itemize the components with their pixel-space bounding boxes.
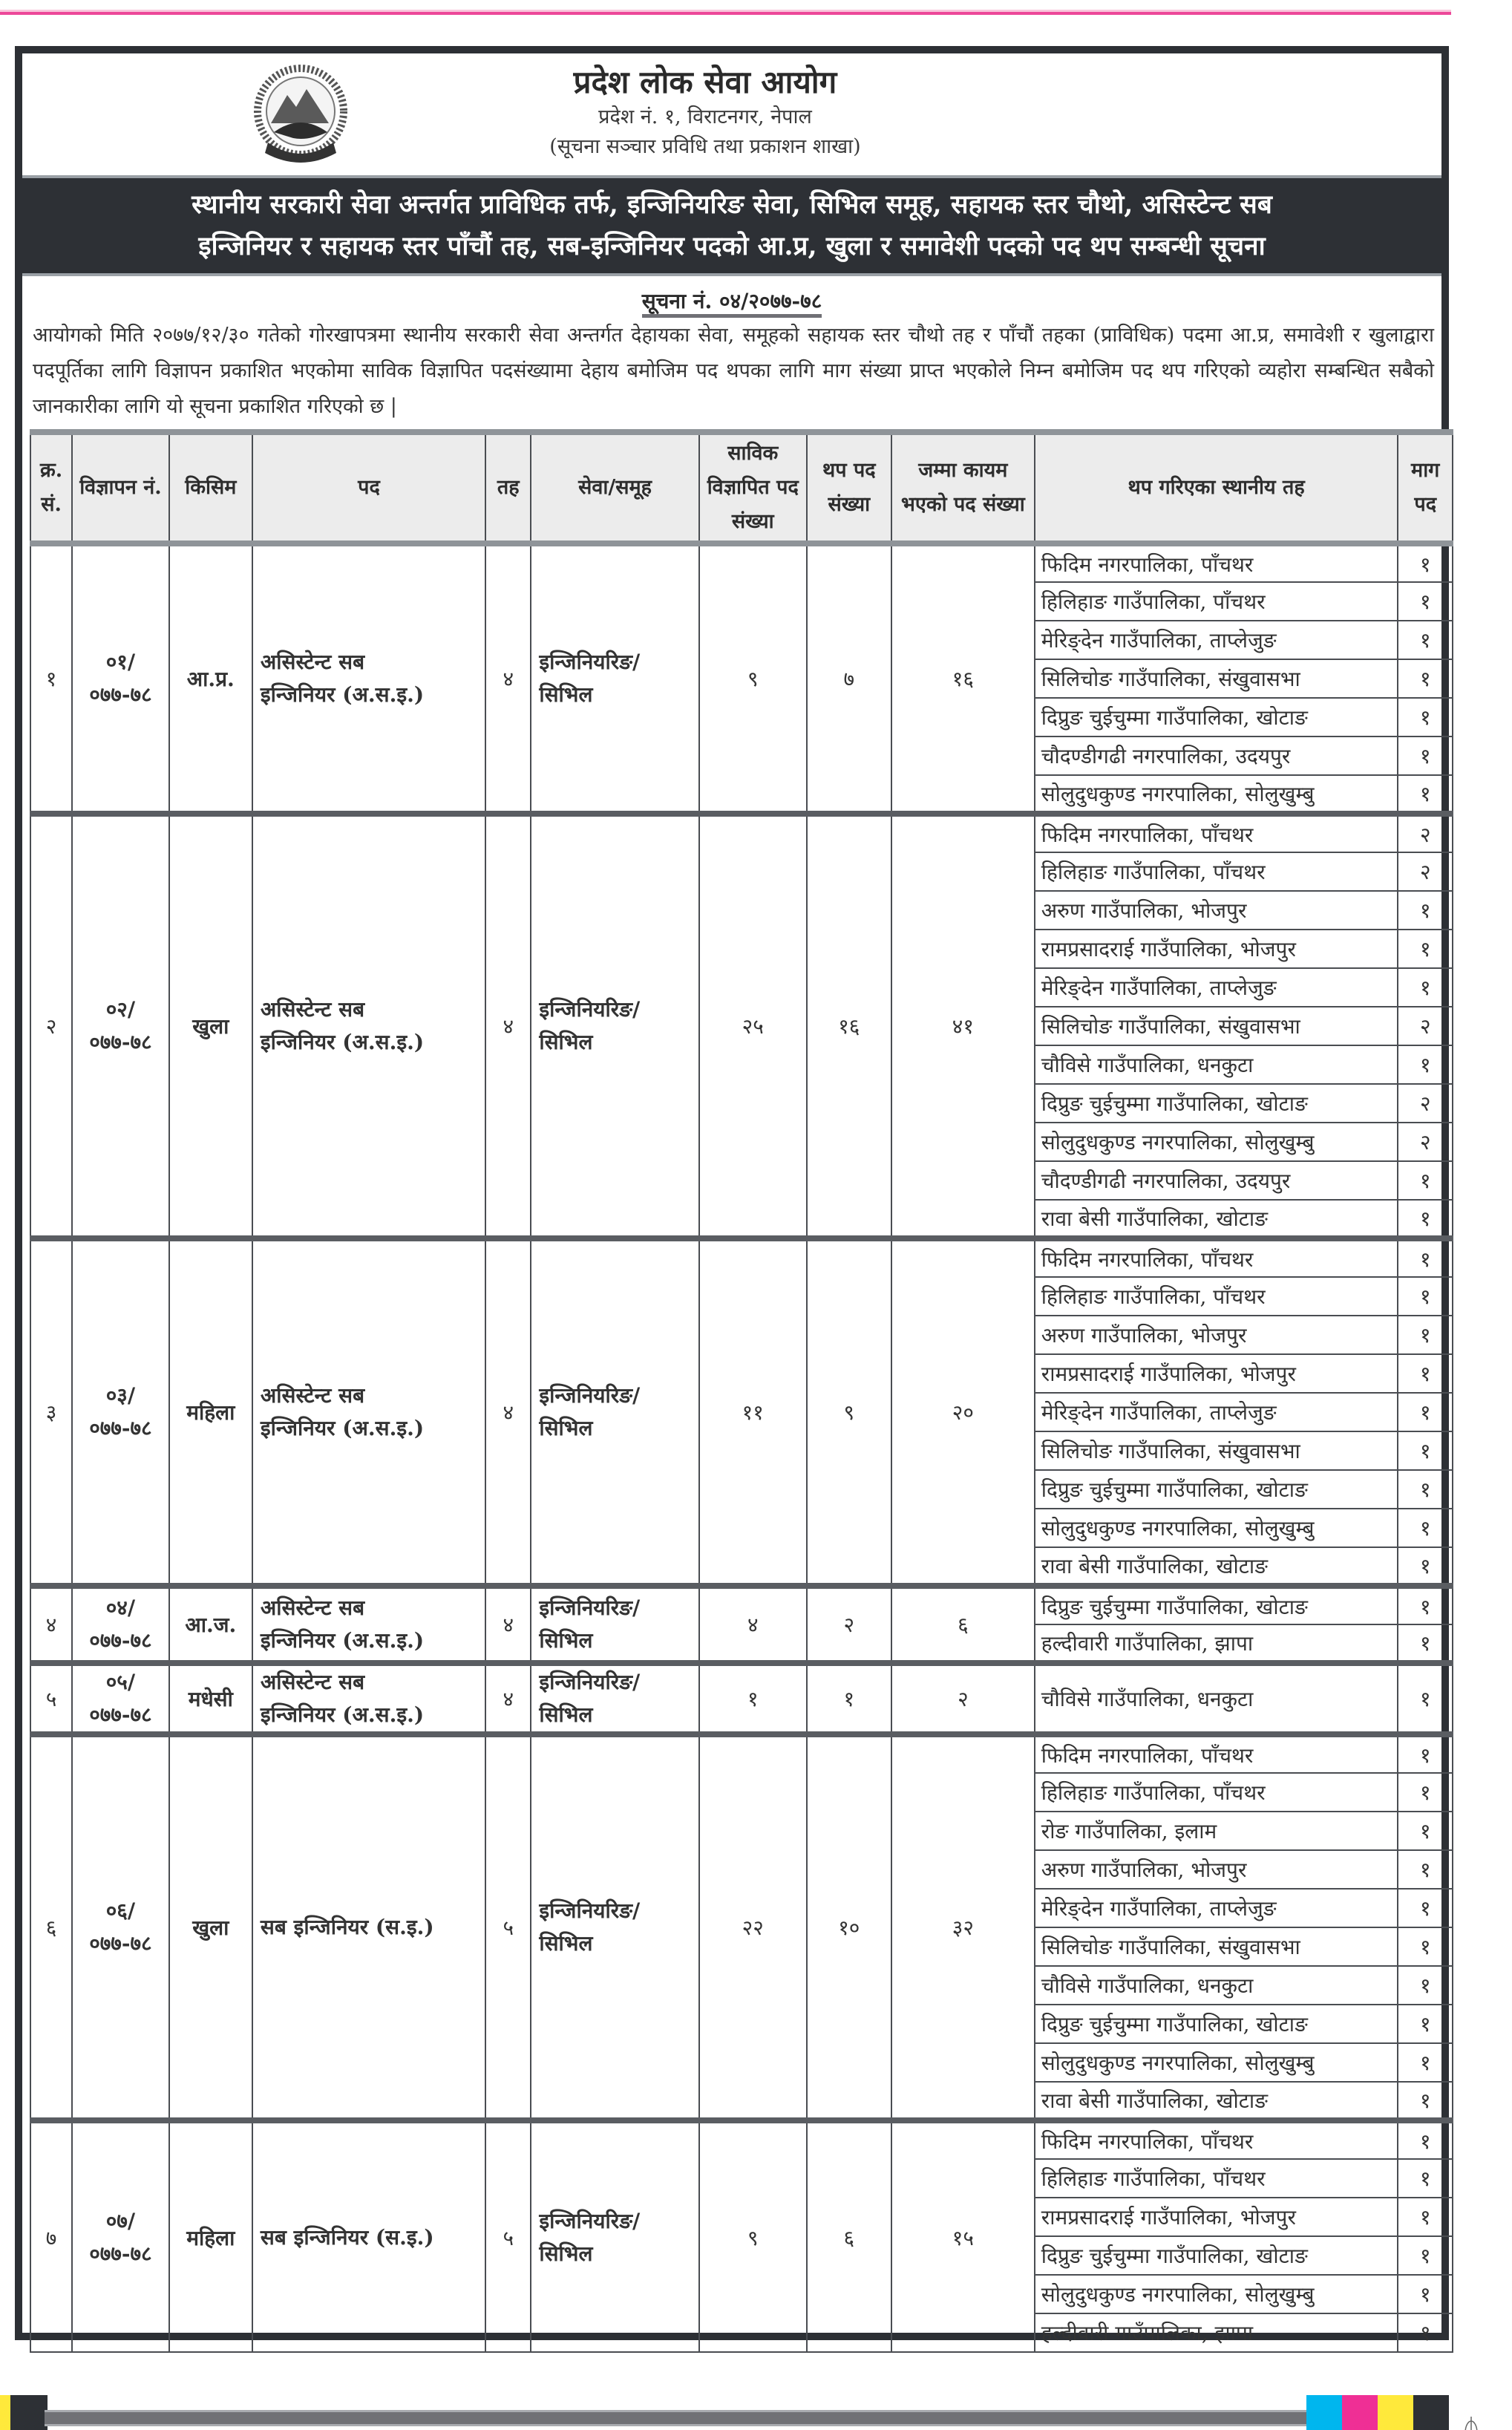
header-ad-no: विज्ञापन नं. — [72, 432, 169, 543]
cell-demand: १ — [1398, 621, 1453, 659]
organization-branch: (सूचना सञ्चार प्रविधि तथा प्रकाशन शाखा) — [549, 135, 861, 158]
ad-no-part2: ०७७-७८ — [89, 1416, 152, 1440]
table-row — [30, 1238, 1453, 1277]
cell-level — [485, 543, 531, 814]
header-post: पद — [252, 432, 485, 543]
cell-sn — [30, 1734, 72, 2120]
added-posts-value: २ — [843, 1613, 855, 1637]
cell-ad-no — [72, 543, 169, 814]
cell-post — [252, 543, 485, 814]
table-row — [30, 1663, 1453, 1734]
swatch-yellow — [1378, 2395, 1413, 2430]
cell-demand: १ — [1398, 1773, 1453, 1812]
cell-demand: २ — [1398, 814, 1453, 852]
cell-post — [252, 1734, 485, 2120]
type-value: खुला — [192, 1014, 229, 1039]
ad-no-part2: ०७७-७८ — [89, 2241, 152, 2266]
level-value: ४ — [503, 1687, 514, 1711]
cell-local-level: सिलिचोङ गाउँपालिका, संखुवासभा — [1035, 1927, 1398, 1966]
cell-post — [252, 814, 485, 1238]
header-added-posts: थप पद संख्या — [807, 432, 891, 543]
cell-demand: २ — [1398, 1123, 1453, 1161]
cell-prev-posts — [699, 1586, 807, 1663]
emblem-of-nepal-icon — [249, 61, 353, 171]
notice-frame — [15, 46, 1449, 2345]
prev-posts-value: ९ — [747, 2225, 759, 2250]
cell-type — [169, 543, 252, 814]
posts-table-body — [30, 543, 1453, 2352]
service-line1: इन्जिनियरिङ/ — [539, 1595, 641, 1620]
banner-line-2: इन्जिनियर र सहायक स्तर पाँचौं तह, सब-इन्जिनियर पदको आ.प्र, खुला र समावेशी पदको पद थप सम्बन्धी सूचना — [198, 231, 1266, 261]
cell-demand: १ — [1398, 1277, 1453, 1316]
cell-local-level: फिदिम नगरपालिका, पाँचथर — [1035, 814, 1398, 852]
cell-local-level: हल्दीवारी गाउँपालिका, झापा — [1035, 1624, 1398, 1663]
cell-total-posts — [891, 543, 1035, 814]
cell-demand: १ — [1398, 775, 1453, 814]
notice-number — [22, 288, 1441, 315]
cell-local-level: दिप्रुङ चुईचुम्मा गाउँपालिका, खोटाङ — [1035, 1586, 1398, 1624]
prev-posts-value: ११ — [742, 1400, 764, 1425]
ad-no-part2: ०७७-७८ — [89, 682, 152, 707]
organization-block — [438, 62, 972, 162]
cell-local-level: सोलुदुधकुण्ड नगरपालिका, सोलुखुम्बु — [1035, 1123, 1398, 1161]
cell-level — [485, 2120, 531, 2352]
post-line1: असिस्टेन्ट सब — [260, 997, 365, 1022]
cell-type — [169, 2120, 252, 2352]
cell-demand: १ — [1398, 891, 1453, 930]
cell-local-level: दिप्रुङ चुईचुम्मा गाउँपालिका, खोटाङ — [1035, 2236, 1398, 2275]
sn-value: ४ — [45, 1613, 57, 1637]
cell-local-level: दिप्रुङ चुईचुम्मा गाउँपालिका, खोटाङ — [1035, 2005, 1398, 2043]
cell-local-level: दिप्रुङ चुईचुम्मा गाउँपालिका, खोटाङ — [1035, 1470, 1398, 1509]
cell-type — [169, 1586, 252, 1663]
cell-prev-posts — [699, 2120, 807, 2352]
cell-demand: १ — [1398, 1624, 1453, 1663]
header-sn: क्र. सं. — [30, 432, 72, 543]
cell-service — [531, 543, 698, 814]
cell-demand: १ — [1398, 1431, 1453, 1470]
service-line1: इन्जिनियरिङ/ — [539, 650, 641, 674]
cell-demand: १ — [1398, 698, 1453, 736]
service-line1: इन्जिनियरिङ/ — [539, 1898, 641, 1923]
cell-demand: १ — [1398, 2198, 1453, 2236]
cell-local-level: दिप्रुङ चुईचुम्मा गाउँपालिका, खोटाङ — [1035, 698, 1398, 736]
total-posts-value: २ — [958, 1687, 969, 1711]
sn-value: ३ — [45, 1400, 57, 1425]
cell-local-level: हिलिहाङ गाउँपालिका, पाँचथर — [1035, 852, 1398, 891]
cell-demand: १ — [1398, 968, 1453, 1007]
cell-added-posts — [807, 543, 891, 814]
masthead — [22, 53, 1441, 178]
cell-total-posts — [891, 1734, 1035, 2120]
cell-sn — [30, 1238, 72, 1586]
cell-added-posts — [807, 1663, 891, 1734]
banner-line-1: स्थानीय सरकारी सेवा अन्तर्गत प्राविधिक तर्फ, इन्जिनियरिङ सेवा, सिभिल समूह, सहायक स्तर चौथो, असिस्टेन्ट सब — [192, 189, 1272, 220]
service-line2: सिभिल — [539, 682, 593, 707]
cell-demand: १ — [1398, 2313, 1453, 2352]
cell-demand: १ — [1398, 582, 1453, 621]
ad-no-part2: ०७७-७८ — [89, 1702, 152, 1727]
cell-added-posts — [807, 2120, 891, 2352]
sn-value: ५ — [45, 1687, 57, 1711]
cell-ad-no — [72, 1734, 169, 2120]
cell-service — [531, 814, 698, 1238]
cell-service — [531, 1238, 698, 1586]
organization-name: प्रदेश लोक सेवा आयोग — [573, 64, 837, 100]
prev-posts-value: ९ — [747, 667, 759, 691]
cell-local-level: सोलुदुधकुण्ड नगरपालिका, सोलुखुम्बु — [1035, 2275, 1398, 2313]
service-line2: सिभिल — [539, 1702, 593, 1727]
cell-total-posts — [891, 1238, 1035, 1586]
cell-local-level: अरुण गाउँपालिका, भोजपुर — [1035, 1316, 1398, 1354]
top-pink-rule — [0, 12, 1451, 15]
sn-value: १ — [45, 667, 57, 691]
ad-no-part1: ०३/ — [105, 1383, 136, 1408]
cell-demand: १ — [1398, 1316, 1453, 1354]
post-line1: सब इन्जिनियर (स.इ.) — [260, 1915, 434, 1939]
cell-local-level: सोलुदुधकुण्ड नगरपालिका, सोलुखुम्बु — [1035, 1509, 1398, 1547]
notice-title-banner — [22, 178, 1441, 276]
cell-local-level: मेरिङ्देन गाउँपालिका, ताप्लेजुङ — [1035, 968, 1398, 1007]
service-line2: सिभिल — [539, 1931, 593, 1956]
added-posts-value: १ — [843, 1687, 855, 1711]
service-line2: सिभिल — [539, 2241, 593, 2266]
cell-demand: १ — [1398, 2159, 1453, 2198]
cell-local-level: रावा बेसी गाउँपालिका, खोटाङ — [1035, 1547, 1398, 1586]
swatch-yellow-left — [0, 2395, 10, 2430]
cell-demand: १ — [1398, 2082, 1453, 2120]
post-line2: इन्जिनियर (अ.स.इ.) — [260, 1702, 425, 1727]
cell-added-posts — [807, 1734, 891, 2120]
cell-demand: १ — [1398, 1393, 1453, 1431]
cell-demand: १ — [1398, 543, 1453, 582]
cell-demand: १ — [1398, 2005, 1453, 2043]
post-line2: इन्जिनियर (अ.स.इ.) — [260, 1030, 425, 1054]
cell-demand: १ — [1398, 1586, 1453, 1624]
cell-type — [169, 1663, 252, 1734]
cell-demand: २ — [1398, 852, 1453, 891]
header-level: तह — [485, 432, 531, 543]
cell-local-level: सिलिचोङ गाउँपालिका, संखुवासभा — [1035, 659, 1398, 698]
level-value: ४ — [503, 1613, 514, 1637]
table-row — [30, 1586, 1453, 1624]
added-posts-value: ७ — [843, 667, 855, 691]
cell-post — [252, 1663, 485, 1734]
level-value: ५ — [503, 1915, 514, 1940]
cell-type — [169, 814, 252, 1238]
service-line1: इन्जिनियरिङ/ — [539, 1670, 641, 1694]
total-posts-value: ६ — [958, 1613, 969, 1637]
ad-no-part1: ०२/ — [105, 997, 136, 1022]
cell-local-level: हिलिहाङ गाउँपालिका, पाँचथर — [1035, 582, 1398, 621]
prev-posts-value: २२ — [742, 1915, 764, 1940]
cell-demand: १ — [1398, 930, 1453, 968]
cell-local-level: रामप्रसादराई गाउँपालिका, भोजपुर — [1035, 1354, 1398, 1393]
cell-local-level: मेरिङ्देन गाउँपालिका, ताप्लेजुङ — [1035, 1889, 1398, 1927]
cell-ad-no — [72, 1238, 169, 1586]
cell-demand: १ — [1398, 2120, 1453, 2159]
ad-no-part1: ०५/ — [105, 1670, 136, 1694]
cell-demand: १ — [1398, 1663, 1453, 1734]
header-prev-posts: साविक विज्ञापित पद संख्या — [699, 432, 807, 543]
organization-address: प्रदेश नं. १, विराटनगर, नेपाल — [598, 105, 812, 128]
cell-demand: १ — [1398, 1734, 1453, 1773]
ad-no-part2: ०७७-७८ — [89, 1931, 152, 1956]
cell-local-level: फिदिम नगरपालिका, पाँचथर — [1035, 2120, 1398, 2159]
header-service: सेवा/समूह — [531, 432, 698, 543]
post-line1: असिस्टेन्ट सब — [260, 1595, 365, 1620]
cell-demand: १ — [1398, 2236, 1453, 2275]
added-posts-value: ९ — [843, 1400, 855, 1425]
cell-demand: १ — [1398, 1200, 1453, 1238]
ad-no-part1: ०१/ — [105, 650, 136, 674]
cell-demand: १ — [1398, 1470, 1453, 1509]
header-type: किसिम — [169, 432, 252, 543]
cell-local-level: मेरिङ्देन गाउँपालिका, ताप्लेजुङ — [1035, 1393, 1398, 1431]
cell-level — [485, 814, 531, 1238]
type-value: महिला — [186, 2225, 235, 2250]
cell-demand: १ — [1398, 1547, 1453, 1586]
added-posts-value: १० — [838, 1915, 860, 1940]
cell-demand: १ — [1398, 1161, 1453, 1200]
cell-demand: १ — [1398, 1812, 1453, 1850]
cell-demand: २ — [1398, 1084, 1453, 1123]
cell-level — [485, 1734, 531, 2120]
cell-local-level: रामप्रसादराई गाउँपालिका, भोजपुर — [1035, 2198, 1398, 2236]
cell-prev-posts — [699, 543, 807, 814]
cell-local-level: फिदिम नगरपालिका, पाँचथर — [1035, 1238, 1398, 1277]
cell-demand: १ — [1398, 2275, 1453, 2313]
notice-number-text: सूचना नं. ०४/२०७७-७८ — [642, 289, 822, 318]
post-line2: इन्जिनियर (अ.स.इ.) — [260, 1416, 425, 1440]
cell-local-level: सोलुदुधकुण्ड नगरपालिका, सोलुखुम्बु — [1035, 775, 1398, 814]
cell-service — [531, 1586, 698, 1663]
cell-demand: १ — [1398, 1045, 1453, 1084]
cell-prev-posts — [699, 814, 807, 1238]
table-header-row — [30, 432, 1453, 543]
post-line1: सब इन्जिनियर (स.इ.) — [260, 2224, 434, 2250]
post-line1: असिस्टेन्ट सब — [260, 1670, 365, 1694]
type-value: आ.ज. — [185, 1613, 237, 1637]
cell-demand: २ — [1398, 1007, 1453, 1045]
header-demand: माग पद — [1398, 432, 1453, 543]
swatch-cyan — [1306, 2395, 1342, 2430]
cell-prev-posts — [699, 1663, 807, 1734]
cell-local-level: चौविसे गाउँपालिका, धनकुटा — [1035, 1045, 1398, 1084]
ad-no-part2: ०७७-७८ — [89, 1030, 152, 1054]
table-row — [30, 543, 1453, 582]
cell-local-level: फिदिम नगरपालिका, पाँचथर — [1035, 1734, 1398, 1773]
service-line2: सिभिल — [539, 1628, 593, 1653]
level-value: ४ — [503, 1400, 514, 1425]
cell-local-level: सोलुदुधकुण्ड नगरपालिका, सोलुखुम्बु — [1035, 2043, 1398, 2082]
cell-type — [169, 1734, 252, 2120]
post-line2: इन्जिनियर (अ.स.इ.) — [260, 1628, 425, 1653]
cell-service — [531, 2120, 698, 2352]
total-posts-value: १५ — [952, 2225, 974, 2250]
cell-added-posts — [807, 1586, 891, 1663]
cell-local-level: दिप्रुङ चुईचुम्मा गाउँपालिका, खोटाङ — [1035, 1084, 1398, 1123]
cell-local-level: फिदिम नगरपालिका, पाँचथर — [1035, 543, 1398, 582]
table-row — [30, 1734, 1453, 1773]
cell-post — [252, 1586, 485, 1663]
service-line2: सिभिल — [539, 1030, 593, 1054]
cell-total-posts — [891, 1663, 1035, 1734]
header-local-levels: थप गरिएका स्थानीय तह — [1035, 432, 1398, 543]
level-value: ५ — [503, 2225, 514, 2250]
type-value: खुला — [192, 1915, 229, 1940]
prev-posts-value: २५ — [742, 1014, 764, 1039]
cell-total-posts — [891, 2120, 1035, 2352]
cell-sn — [30, 543, 72, 814]
cell-demand: १ — [1398, 2043, 1453, 2082]
cell-prev-posts — [699, 1734, 807, 2120]
ad-no-part2: ०७७-७८ — [89, 1628, 152, 1653]
cell-level — [485, 1238, 531, 1586]
service-line2: सिभिल — [539, 1416, 593, 1440]
cell-local-level: रावा बेसी गाउँपालिका, खोटाङ — [1035, 1200, 1398, 1238]
cell-added-posts — [807, 1238, 891, 1586]
cell-demand: १ — [1398, 1966, 1453, 2005]
total-posts-value: २० — [952, 1400, 974, 1425]
cell-sn — [30, 1663, 72, 1734]
post-line1: असिस्टेन्ट सब — [260, 1383, 365, 1408]
cell-local-level: सिलिचोङ गाउँपालिका, संखुवासभा — [1035, 1007, 1398, 1045]
swatch-magenta — [1342, 2395, 1378, 2430]
total-posts-value: ३२ — [952, 1915, 974, 1940]
type-value: आ.प्र. — [186, 667, 235, 691]
table-row — [30, 814, 1453, 852]
type-value: महिला — [186, 1400, 235, 1425]
cell-demand: १ — [1398, 1850, 1453, 1889]
post-line1: असिस्टेन्ट सब — [260, 650, 365, 674]
cell-added-posts — [807, 814, 891, 1238]
cell-local-level: चौदण्डीगढी नगरपालिका, उदयपुर — [1035, 1161, 1398, 1200]
sn-value: २ — [45, 1014, 57, 1039]
notice-body: आयोगको मिति २०७७/१२/३० गतेको गोरखापत्रमा स्थानीय सरकारी सेवा अन्तर्गत देहायका सेवा, समूहको सहायक स्तर चौथो तह र पाँचौं तहका (प्राविधिक) पदमा आ.प्र, समावेशी र खुलाद्वारा पदपूर्तिका लागि विज्ञापन प्रकाशित भएकोमा साविक विज्ञापित पदसंख्यामा देहाय बमोजिम पद थपका लागि माग संख्या प्राप्त भएकोले निम्न बमोजिम पद थप गरिएको व्यहोरा सम्बन्धित सबैको जानकारीका लागि यो सूचना प्रकाशित गरिएको छ | — [33, 324, 1434, 418]
level-value: ४ — [503, 667, 514, 691]
crosshair-registration-icon — [1459, 2417, 1484, 2430]
cell-local-level: हिलिहाङ गाउँपालिका, पाँचथर — [1035, 2159, 1398, 2198]
cell-demand: १ — [1398, 1927, 1453, 1966]
sn-value: ७ — [45, 2225, 57, 2250]
cell-local-level: चौविसे गाउँपालिका, धनकुटा — [1035, 1663, 1398, 1734]
cell-demand: १ — [1398, 736, 1453, 775]
cell-local-level: हिलिहाङ गाउँपालिका, पाँचथर — [1035, 1277, 1398, 1316]
total-posts-value: १६ — [952, 667, 974, 691]
table-row — [30, 2120, 1453, 2159]
cell-local-level: चौदण्डीगढी नगरपालिका, उदयपुर — [1035, 736, 1398, 775]
cell-ad-no — [72, 1586, 169, 1663]
cell-total-posts — [891, 814, 1035, 1238]
cell-sn — [30, 814, 72, 1238]
added-posts-value: ६ — [843, 2225, 855, 2250]
cell-local-level: रावा बेसी गाउँपालिका, खोटाङ — [1035, 2082, 1398, 2120]
cell-demand: १ — [1398, 1509, 1453, 1547]
posts-table — [30, 429, 1453, 2353]
prev-posts-value: १ — [747, 1687, 759, 1711]
cell-post — [252, 2120, 485, 2352]
added-posts-value: १६ — [838, 1014, 860, 1039]
header-total-posts: जम्मा कायम भएको पद संख्या — [891, 432, 1035, 543]
cell-ad-no — [72, 2120, 169, 2352]
cell-demand: १ — [1398, 1238, 1453, 1277]
type-value: मधेसी — [188, 1687, 233, 1711]
cell-sn — [30, 1586, 72, 1663]
grey-rule — [45, 2410, 1306, 2426]
cell-local-level: रामप्रसादराई गाउँपालिका, भोजपुर — [1035, 930, 1398, 968]
sn-value: ६ — [45, 1915, 57, 1940]
service-line1: इन्जिनियरिङ/ — [539, 1383, 641, 1408]
cell-local-level: अरुण गाउँपालिका, भोजपुर — [1035, 891, 1398, 930]
cell-local-level: अरुण गाउँपालिका, भोजपुर — [1035, 1850, 1398, 1889]
cell-demand: १ — [1398, 659, 1453, 698]
swatch-black — [1413, 2395, 1449, 2430]
cell-local-level: चौविसे गाउँपालिका, धनकुटा — [1035, 1966, 1398, 2005]
total-posts-value: ४१ — [952, 1014, 974, 1039]
prev-posts-value: ४ — [747, 1613, 759, 1637]
cell-service — [531, 1734, 698, 2120]
ad-no-part1: ०६/ — [105, 1898, 136, 1923]
cell-service — [531, 1663, 698, 1734]
cell-local-level: हिलिहाङ गाउँपालिका, पाँचथर — [1035, 1773, 1398, 1812]
cell-demand: १ — [1398, 1354, 1453, 1393]
cell-level — [485, 1663, 531, 1734]
cell-ad-no — [72, 814, 169, 1238]
cell-local-level: मेरिङ्देन गाउँपालिका, ताप्लेजुङ — [1035, 621, 1398, 659]
cell-local-level: रोङ गाउँपालिका, इलाम — [1035, 1812, 1398, 1850]
cell-demand: १ — [1398, 1889, 1453, 1927]
cell-type — [169, 1238, 252, 1586]
cell-total-posts — [891, 1586, 1035, 1663]
service-line1: इन्जिनियरिङ/ — [539, 997, 641, 1022]
cell-local-level: हल्दीवारी गाउँपालिका, झापा — [1035, 2313, 1398, 2352]
cell-local-level: सिलिचोङ गाउँपालिका, संखुवासभा — [1035, 1431, 1398, 1470]
ad-no-part1: ०४/ — [105, 1595, 136, 1620]
cell-post — [252, 1238, 485, 1586]
cell-ad-no — [72, 1663, 169, 1734]
ad-no-part1: ०७/ — [105, 2208, 136, 2233]
cell-prev-posts — [699, 1238, 807, 1586]
post-line2: इन्जिनियर (अ.स.इ.) — [260, 682, 425, 707]
cell-level — [485, 1586, 531, 1663]
cell-sn — [30, 2120, 72, 2352]
print-color-bar — [0, 2395, 1451, 2430]
service-line1: इन्जिनियरिङ/ — [539, 2208, 641, 2233]
level-value: ४ — [503, 1014, 514, 1039]
swatch-black-left — [10, 2395, 48, 2430]
